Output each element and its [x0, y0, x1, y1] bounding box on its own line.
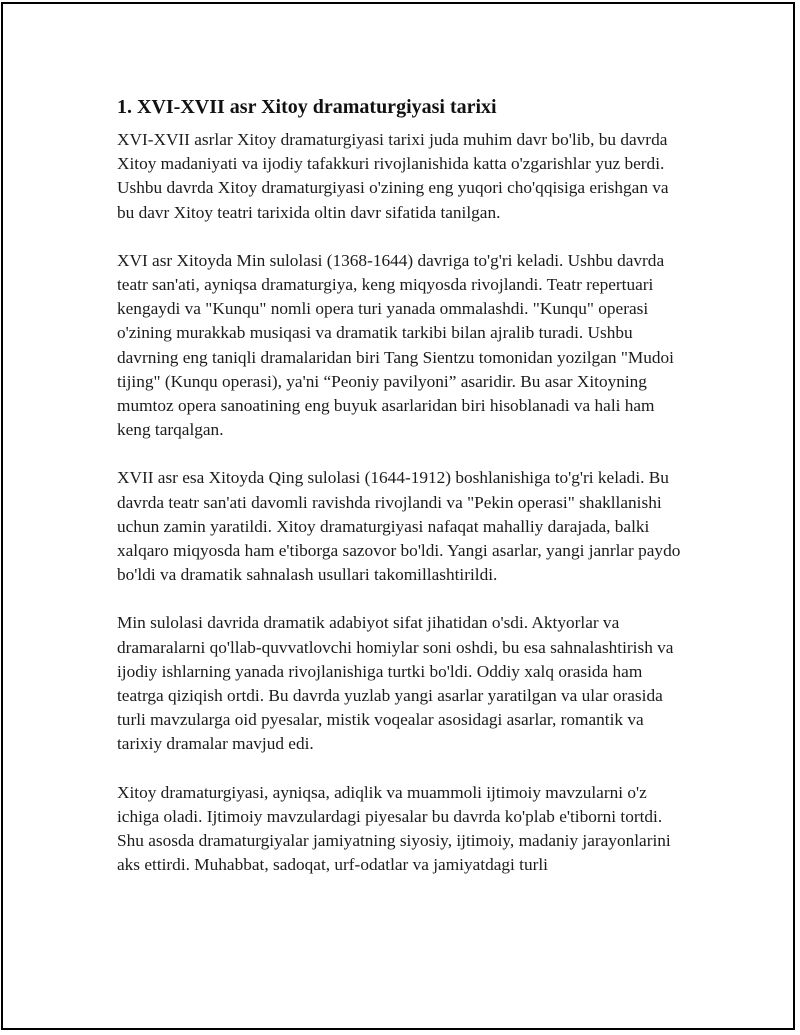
paragraph-dramatic-literature: Min sulolasi davrida dramatik adabiyot sifat jihatidan o'sdi. Aktyorlar va dramaralarni qo'llab-quvvatlovchi homiylar soni oshdi, bu esa sahnalashtirish va ijodiy ishlarning yanada rivojlanishiga turtki bo'ldi. Oddiy xalq orasida ham teatrga qiziqish ortdi. Bu davrda yuzlab yangi asarlar yaratilgan va ular orasida turli mavzularga oid pyesalar, mistik voqealar asosidagi asarlar, romantik va tarixiy dramalar mavjud edi.: [117, 613, 674, 754]
paragraph-ming-dynasty: XVI asr Xitoyda Min sulolasi (1368-1644) davriga to'g'ri keladi. Ushbu davrda teatr san'ati, ayniqsa dramaturgiya, keng miqyosda rivojlandi. Teatr repertuari kengaydi va "Kunqu" nomli opera turi yanada ommalashdi. "Kunqu" operasi o'zining murakkab musiqasi va dramatik tarkibi bilan ajralib turadi. Ushbu davrning eng taniqli dramalaridan biri Tang Sientzu tomonidan yozilgan "Mudoi tijing" (Kunqu operasi), ya'ni “Peoniy pavilyoni” asaridir. Bu asar Xitoyning mumtoz opera sanoatining eng buyuk asarlaridan biri hisoblanadi va hali ham keng tarqalgan.: [117, 250, 674, 440]
paragraph-intro: XVI-XVII asrlar Xitoy dramaturgiyasi tarixi juda muhim davr bo'lib, bu davrda Xitoy madaniyati va ijodiy tafakkuri rivojlanishida katta o'zgarishlar yuz berdi. Ushbu davrda Xitoy dramaturgiyasi o'zining eng yuqori cho'qqisiga erishgan va bu davr Xitoy teatri tarixida oltin davr sifatida tanilgan.: [117, 130, 669, 222]
paragraph-qing-dynasty: XVII asr esa Xitoyda Qing sulolasi (1644-1912) boshlanishiga to'g'ri keladi. Bu davrda teatr san'ati davomli ravishda rivojlandi va "Pekin operasi" shakllanishi uchun zamin yaratildi. Xitoy dramaturgiyasi nafaqat mahalliy darajada, balki xalqaro miqyosda ham e'tiborga sazovor bo'ldi. Yangi asarlar, yangi janrlar paydo bo'ldi va dramatik sahnalash usullari takomillashtirildi.: [117, 468, 681, 585]
document-body: [117, 95, 687, 901]
section-heading: 1. XVI-XVII asr Xitoy dramaturgiyasi tarixi: [117, 96, 497, 118]
paragraph-social-themes: Xitoy dramaturgiyasi, ayniqsa, adiqlik va muammoli ijtimoiy mavzularni o'z ichiga oladi. Ijtimoiy mavzulardagi piyesalar bu davrda ko'plab e'tiborni tortdi. Shu asosda dramaturgiyalar jamiyatning siyosiy, ijtimoiy, madaniy jarayonlarini aks ettirdi. Muhabbat, sadoqat, urf-odatlar va jamiyatdagi turli: [117, 782, 671, 875]
